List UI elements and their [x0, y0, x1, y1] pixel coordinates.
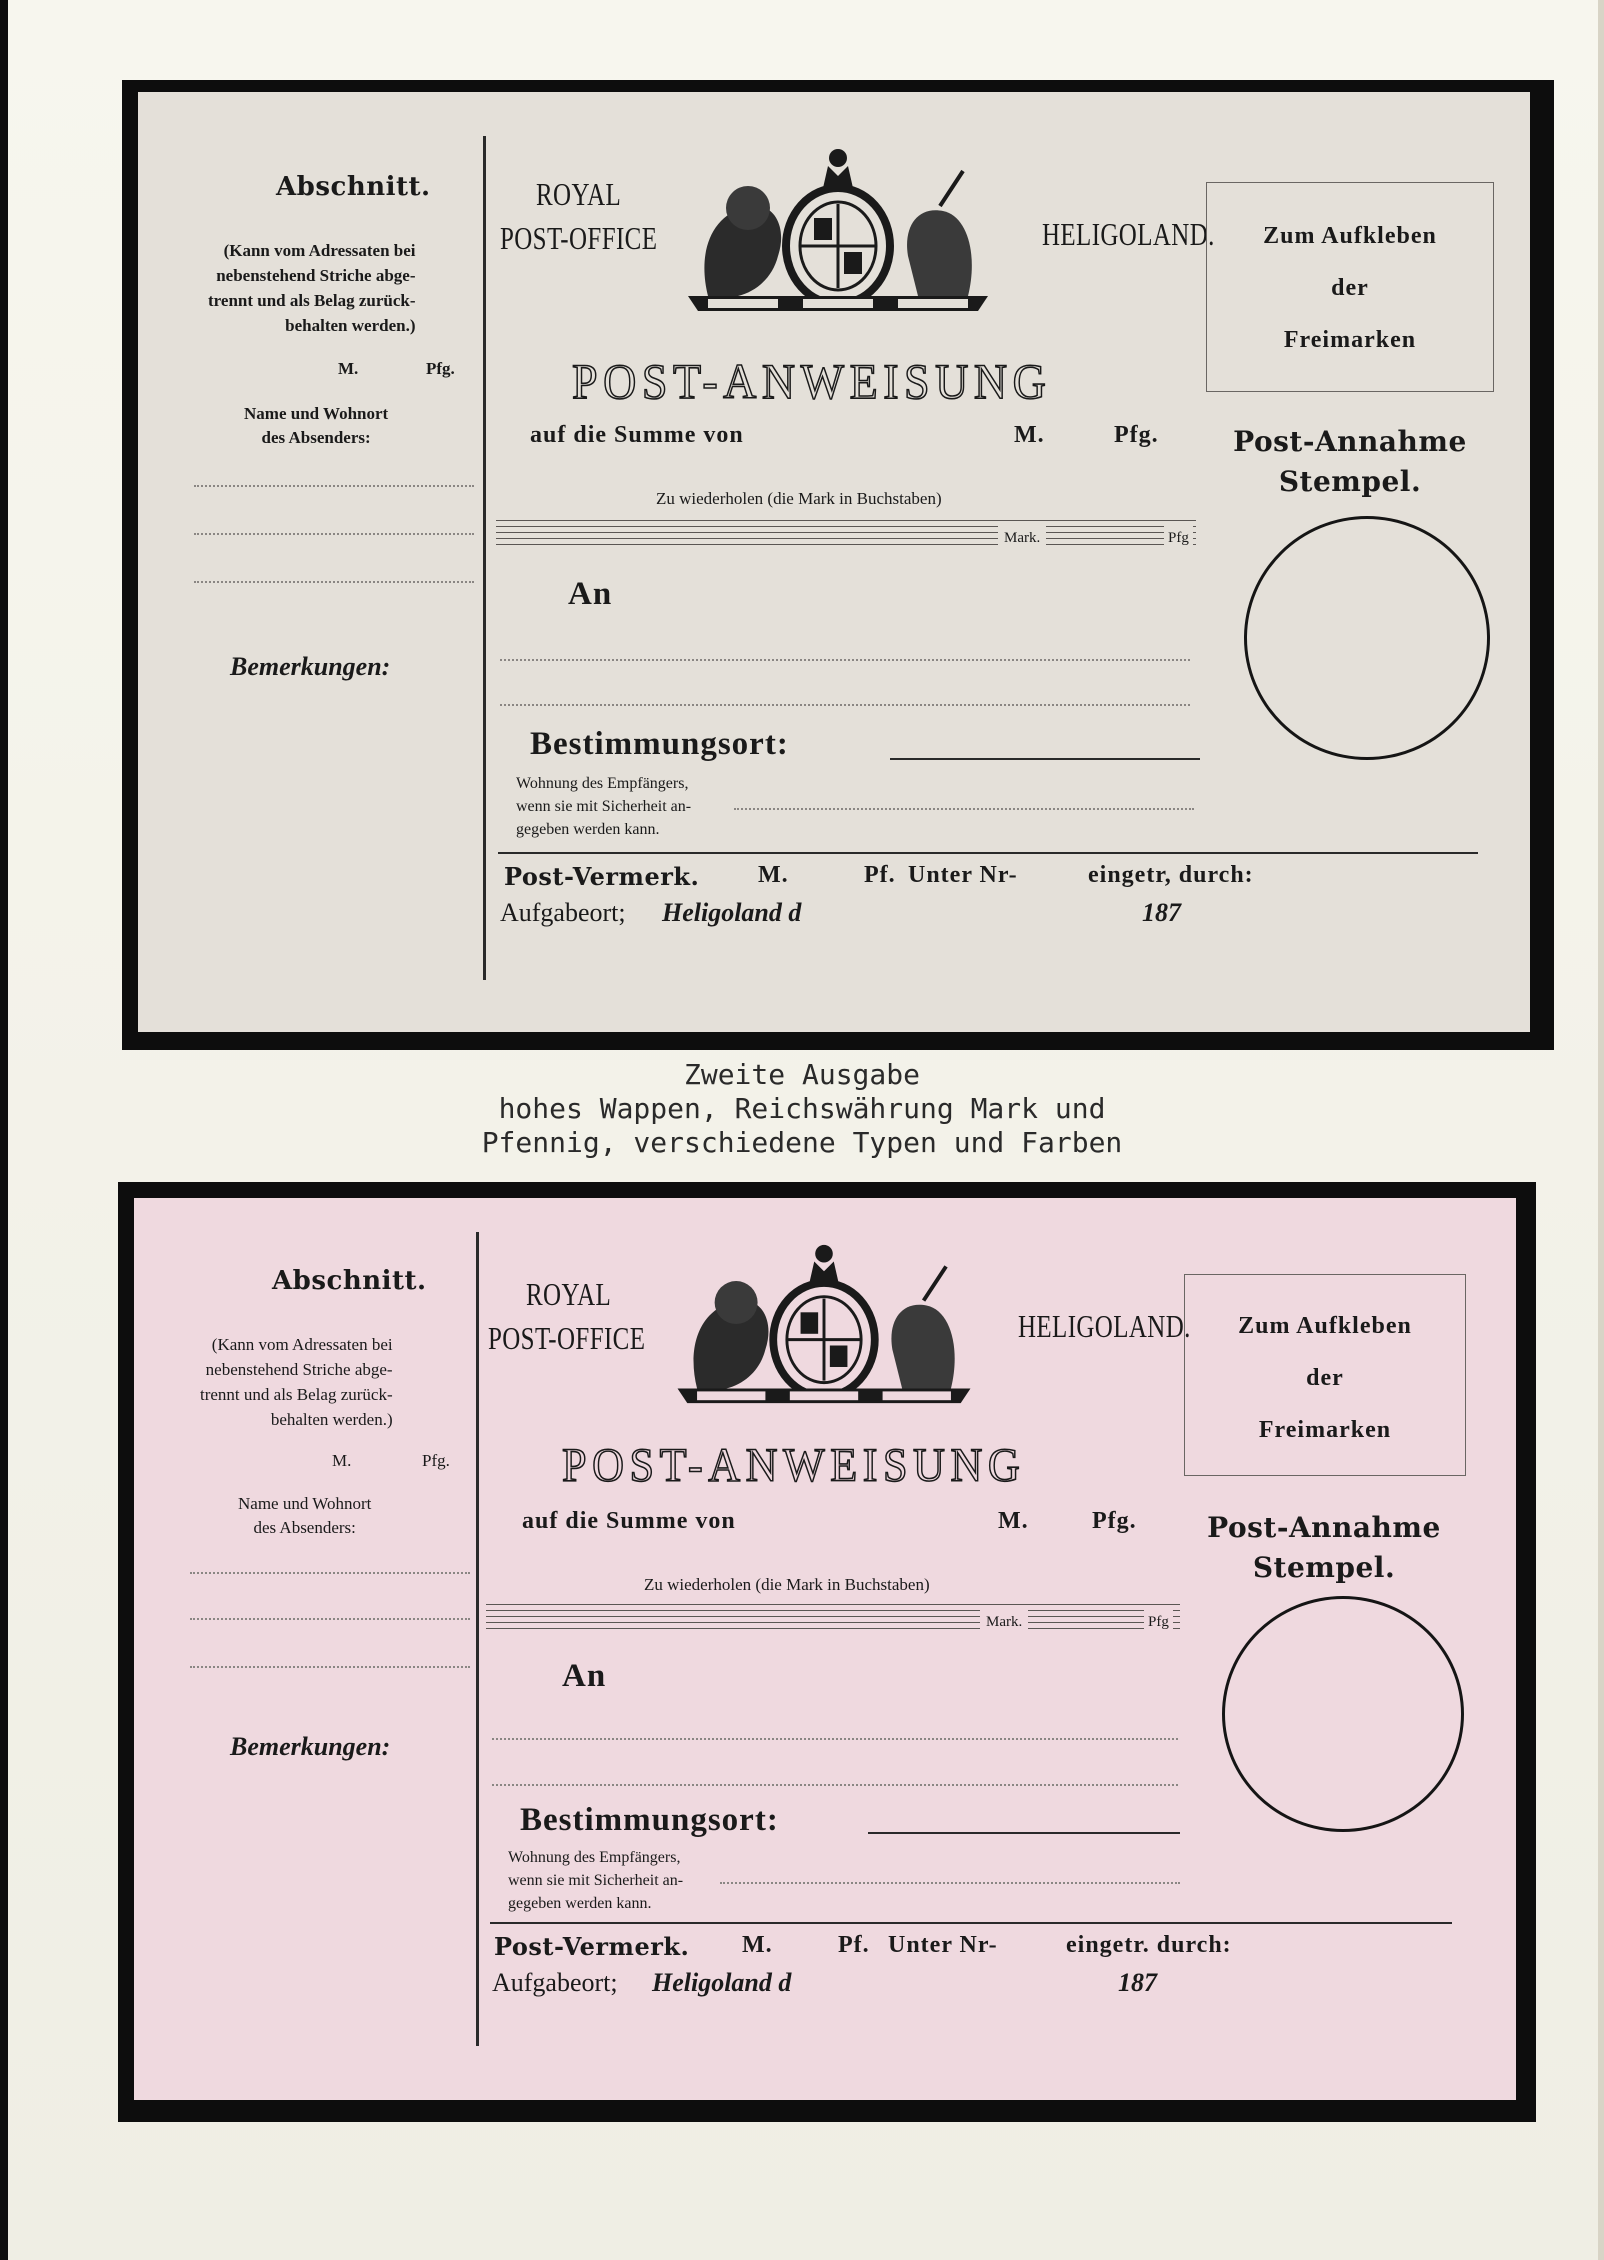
caption-line-2: hohes Wappen, Reichswährung Mark und	[498, 1092, 1106, 1125]
pv-pf: Pf.	[838, 1932, 870, 1958]
stamp-box-text: Zum Aufkleben der Freimarken	[1238, 1313, 1412, 1443]
mark-small-label: Mark.	[998, 526, 1046, 551]
address-line-2	[492, 1784, 1178, 1786]
stub-separator	[476, 1232, 479, 2046]
wohnung-label: Wohnung des Empfängers, wenn sie mit Sicherheit an- gegeben werden kann.	[516, 775, 692, 838]
postvermerk-rule	[490, 1922, 1452, 1924]
pv-eingetr: eingetr. durch:	[1066, 1932, 1232, 1958]
abschnitt-title: Abschnitt.	[272, 1266, 427, 1296]
absender-line-2	[194, 533, 474, 535]
pv-unter-nr: Unter Nr-	[888, 1932, 998, 1958]
postvermerk-label: Post-Vermerk.	[494, 1932, 690, 1961]
wohnung-line	[734, 808, 1194, 810]
pfg-small-label: Pfg	[1144, 1610, 1173, 1635]
pv-pf: Pf.	[864, 862, 896, 888]
wiederholen-label: Zu wiederholen (die Mark in Buchstaben)	[644, 1575, 930, 1594]
caption-line-3: Pfennig, verschiedene Typen und Farben	[481, 1126, 1123, 1159]
bemerkungen-label: Bemerkungen:	[230, 1732, 391, 1761]
address-line-2	[500, 704, 1190, 706]
pv-unter-nr: Unter Nr-	[908, 862, 1018, 888]
summe-pfg-label: Pfg.	[1114, 422, 1159, 448]
bestimmungsort-label: Bestimmungsort:	[530, 726, 789, 762]
annahme-stempel-label: Post-Annahme Stempel.	[1207, 1511, 1441, 1584]
bestimmungsort-label: Bestimmungsort:	[520, 1802, 779, 1838]
summe-mark-label: M.	[998, 1508, 1029, 1534]
abschnitt-title: Abschnitt.	[276, 172, 431, 202]
amount-words-lines	[496, 520, 1196, 550]
royal-coat-of-arms	[678, 146, 998, 316]
summe-mark-label: M.	[1014, 422, 1045, 448]
absender-line-3	[190, 1666, 470, 1668]
address-line-1	[492, 1738, 1178, 1740]
postal-card-2	[134, 1198, 1516, 2100]
post-office-label: POST-OFFICE	[488, 1320, 646, 1356]
postal-card-1	[138, 92, 1530, 1032]
pfg-small-label: Pfg	[1164, 526, 1193, 551]
royal-label: ROYAL	[536, 176, 622, 212]
heligoland-d: Heligoland d	[662, 898, 802, 927]
pv-eingetr: eingetr, durch:	[1088, 862, 1254, 888]
postmark-circle	[1244, 516, 1490, 760]
heligoland-d: Heligoland d	[652, 1968, 792, 1997]
card-title: POST-ANWEISUNG	[562, 1439, 1026, 1492]
abschnitt-note: (Kann vom Adressaten bei nebenstehend Striche abge- trennt und als Belag zurück- behalten werden.)	[208, 241, 416, 335]
wohnung-line	[720, 1882, 1180, 1884]
summe-label: auf die Summe von	[530, 422, 744, 448]
absender-line-3	[194, 581, 474, 583]
amount-words-lines	[486, 1604, 1180, 1634]
royal-label: ROYAL	[526, 1276, 612, 1312]
post-office-label: POST-OFFICE	[500, 220, 658, 256]
heligoland-label: HELIGOLAND.	[1018, 1308, 1191, 1344]
postvermerk-label: Post-Vermerk.	[504, 862, 700, 891]
stub-separator	[483, 136, 486, 980]
pv-mark: M.	[758, 862, 789, 888]
summe-label: auf die Summe von	[522, 1508, 736, 1534]
absender-label: Name und Wohnort des Absenders:	[244, 404, 389, 447]
absender-label: Name und Wohnort des Absenders:	[238, 1494, 372, 1537]
bestimmungsort-line	[868, 1832, 1180, 1834]
address-line-1	[500, 659, 1190, 661]
absender-line-1	[194, 485, 474, 487]
stub-mark-label: M.	[332, 1451, 352, 1470]
bestimmungsort-line	[890, 758, 1200, 760]
postvermerk-rule	[498, 852, 1478, 854]
stub-mark-label: M.	[338, 359, 359, 378]
pv-mark: M.	[742, 1932, 773, 1958]
stamp-box-text: Zum Aufkleben der Freimarken	[1263, 223, 1437, 353]
aufgabeort-label: Aufgabeort;	[492, 1968, 618, 1997]
heligoland-label: HELIGOLAND.	[1042, 216, 1215, 252]
an-label: An	[562, 1658, 607, 1694]
royal-coat-of-arms	[664, 1242, 984, 1408]
annahme-stempel-label: Post-Annahme Stempel.	[1233, 425, 1467, 498]
mark-small-label: Mark.	[980, 1610, 1028, 1635]
year-label: 187	[1118, 1968, 1157, 1997]
absender-line-1	[190, 1572, 470, 1574]
caption-line-1: Zweite Ausgabe	[683, 1058, 920, 1091]
postmark-circle	[1222, 1596, 1464, 1832]
bemerkungen-label: Bemerkungen:	[230, 652, 391, 681]
card-title: POST-ANWEISUNG	[572, 353, 1052, 409]
aufgabeort-label: Aufgabeort;	[500, 898, 626, 927]
wohnung-label: Wohnung des Empfängers, wenn sie mit Sicherheit an- gegeben werden kann.	[508, 1849, 684, 1912]
album-caption	[0, 1058, 1604, 1160]
absender-line-2	[190, 1618, 470, 1620]
stub-pfg-label: Pfg.	[426, 359, 455, 378]
wiederholen-label: Zu wiederholen (die Mark in Buchstaben)	[656, 489, 942, 508]
summe-pfg-label: Pfg.	[1092, 1508, 1137, 1534]
year-label: 187	[1142, 898, 1181, 927]
an-label: An	[568, 576, 613, 612]
stub-pfg-label: Pfg.	[422, 1451, 450, 1470]
abschnitt-note: (Kann vom Adressaten bei nebenstehend Striche abge- trennt und als Belag zurück- behalten werden.)	[200, 1335, 393, 1429]
